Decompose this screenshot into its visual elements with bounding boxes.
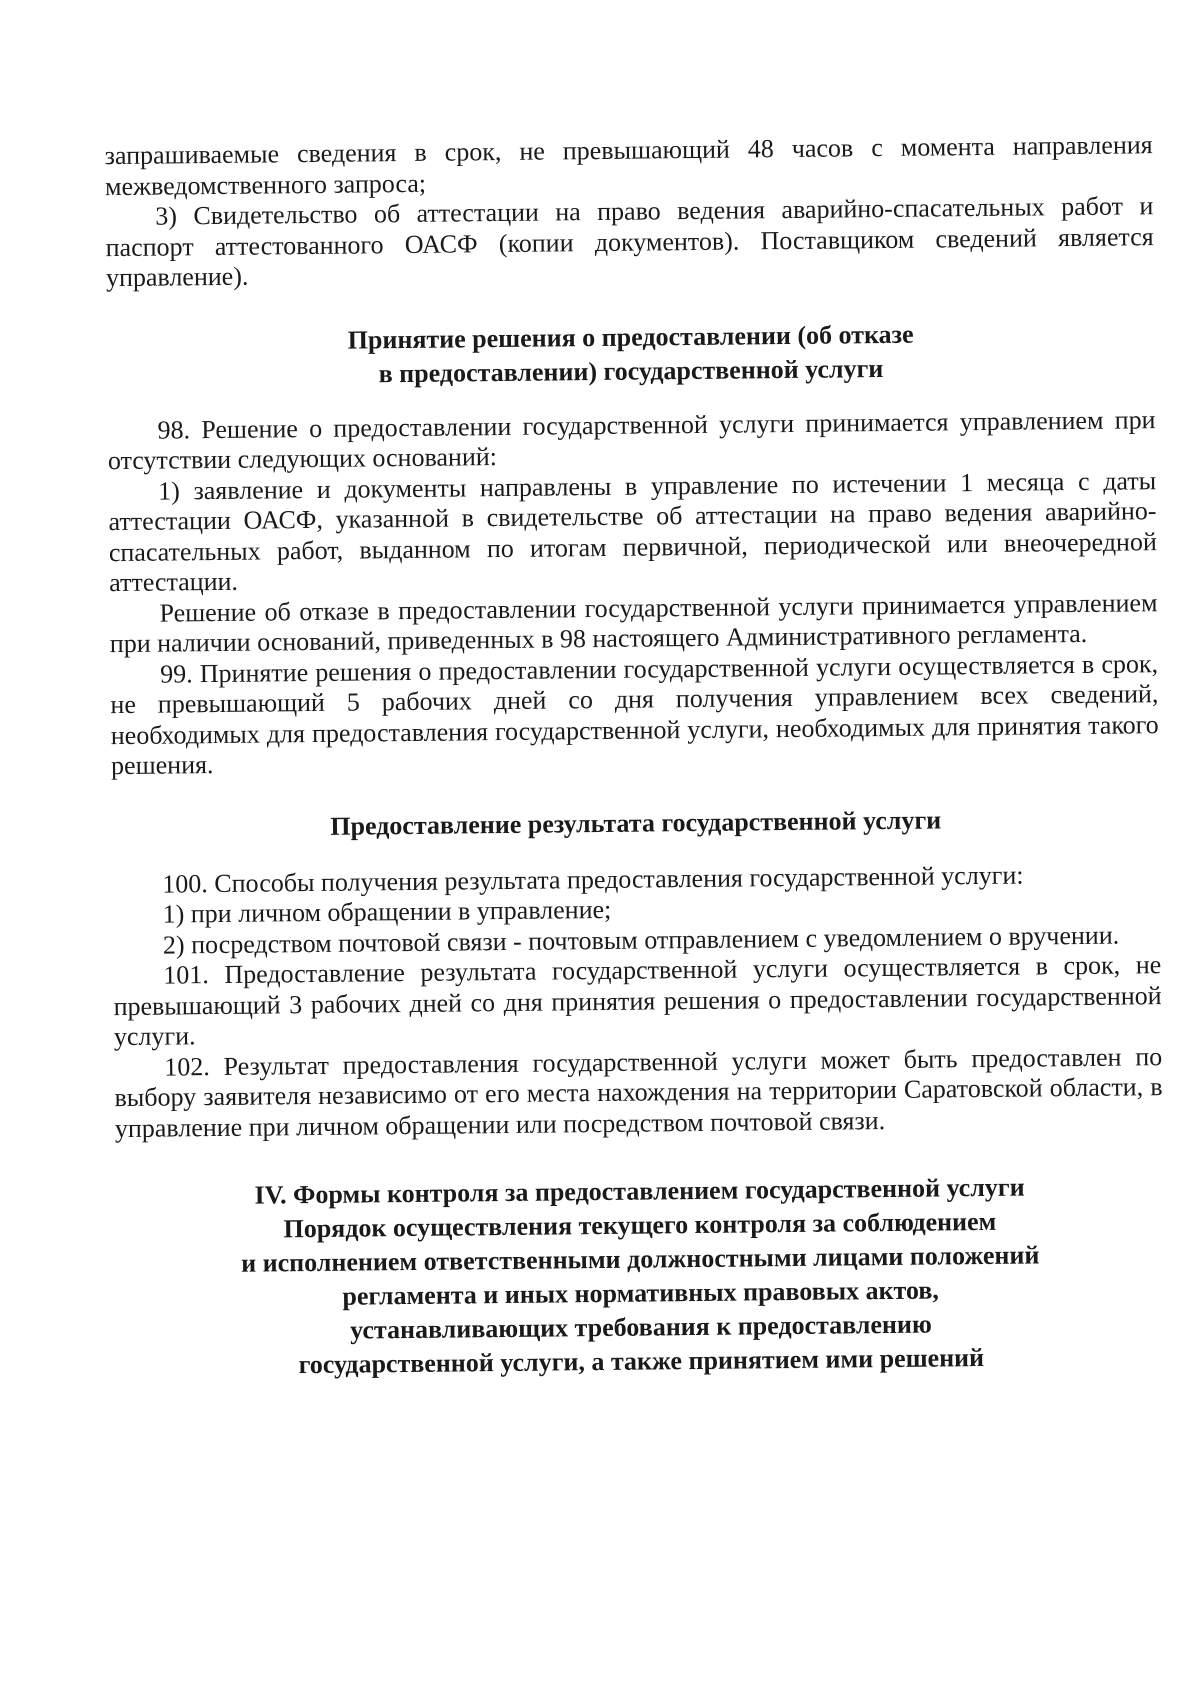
heading-control (115, 1169, 1165, 1384)
heading-control-line-2: Порядок осуществления текущего контроля за соблюдением (283, 1206, 997, 1244)
paragraph-100-item-1: 1) при личном обращении в управление; (162, 894, 612, 929)
paragraph-98-refusal: Решение об отказе в предоставлении государственной услуги принимается управлением при наличии оснований, приведенных в 98 настоящего Административного регламента. (109, 587, 1158, 659)
heading-control-line-1: IV. Формы контроля за предоставлением государственной услуги (254, 1172, 1025, 1210)
heading-control-line-5: устанавливающих требования к предоставлению (350, 1309, 932, 1345)
paragraph-98-item-1: 1) заявление и документы направлены в управление по истечении 1 месяца с даты аттестации ОАСФ, указанной в свидетельстве об аттестации на право ведения аварийно-спасательных работ, выданном по итогам первичной, периодической или внеочередной аттестации. (108, 465, 1157, 598)
paragraph-100-item-2: 2) посредством почтовой связи - почтовым отправлением с уведомлением о вручении. (162, 920, 1120, 960)
paragraph-98: 98. Решение о предоставлении государственной услуги принимается управлением при отсутствии следующих оснований: (107, 404, 1156, 476)
heading-control-line-3: и исполнением ответственными должностными лицами положений (241, 1240, 1040, 1278)
paragraph-102: 102. Результат предоставления государственной услуги может быть предоставлен по выбору заявителя независимо от его места нахождения на территории Саратовской области, в управление при личном обращении или посредством почтовой связи. (114, 1041, 1163, 1143)
paragraph-intro: запрашиваемые сведения в срок, не превышающий 48 часов с момента направления межведомственного запроса; (104, 130, 1153, 201)
heading-decision-line-1: Принятие решения о предоставлении (об отказе (347, 319, 914, 355)
paragraph-100: 100. Способы получения результата предоставления государственной услуги: (162, 860, 1024, 899)
heading-decision (106, 315, 1155, 394)
document-body (105, 130, 1166, 1384)
paragraph-101: 101. Предоставление результата государственной услуги осуществляется в срок, не превышающий 3 рабочих дней со дня принятия решения о предоставлении государственной услуги. (113, 950, 1162, 1052)
heading-control-line-6: государственной услуги, а также принятием ими решений (298, 1343, 985, 1380)
heading-decision-line-2: в предоставлении) государственной услуги (378, 353, 884, 388)
heading-result-line: Предоставление результата государственной услуги (330, 804, 942, 841)
paragraph-99: 99. Принятие решения о предоставлении государственной услуги осуществляется в срок, не превышающий 5 рабочих дней со дня получения управлением всех сведений, необходимых для предоставления государственной услуги, необходимых для принятия такого решения. (110, 648, 1159, 781)
paragraph-item-3: 3) Свидетельство об аттестации на право ведения аварийно-спасательных работ и паспорт аттестованного ОАСФ (копии документов). Поставщиком сведений является управление). (105, 191, 1154, 293)
heading-control-line-4: регламента и иных нормативных правовых актов, (342, 1275, 939, 1311)
